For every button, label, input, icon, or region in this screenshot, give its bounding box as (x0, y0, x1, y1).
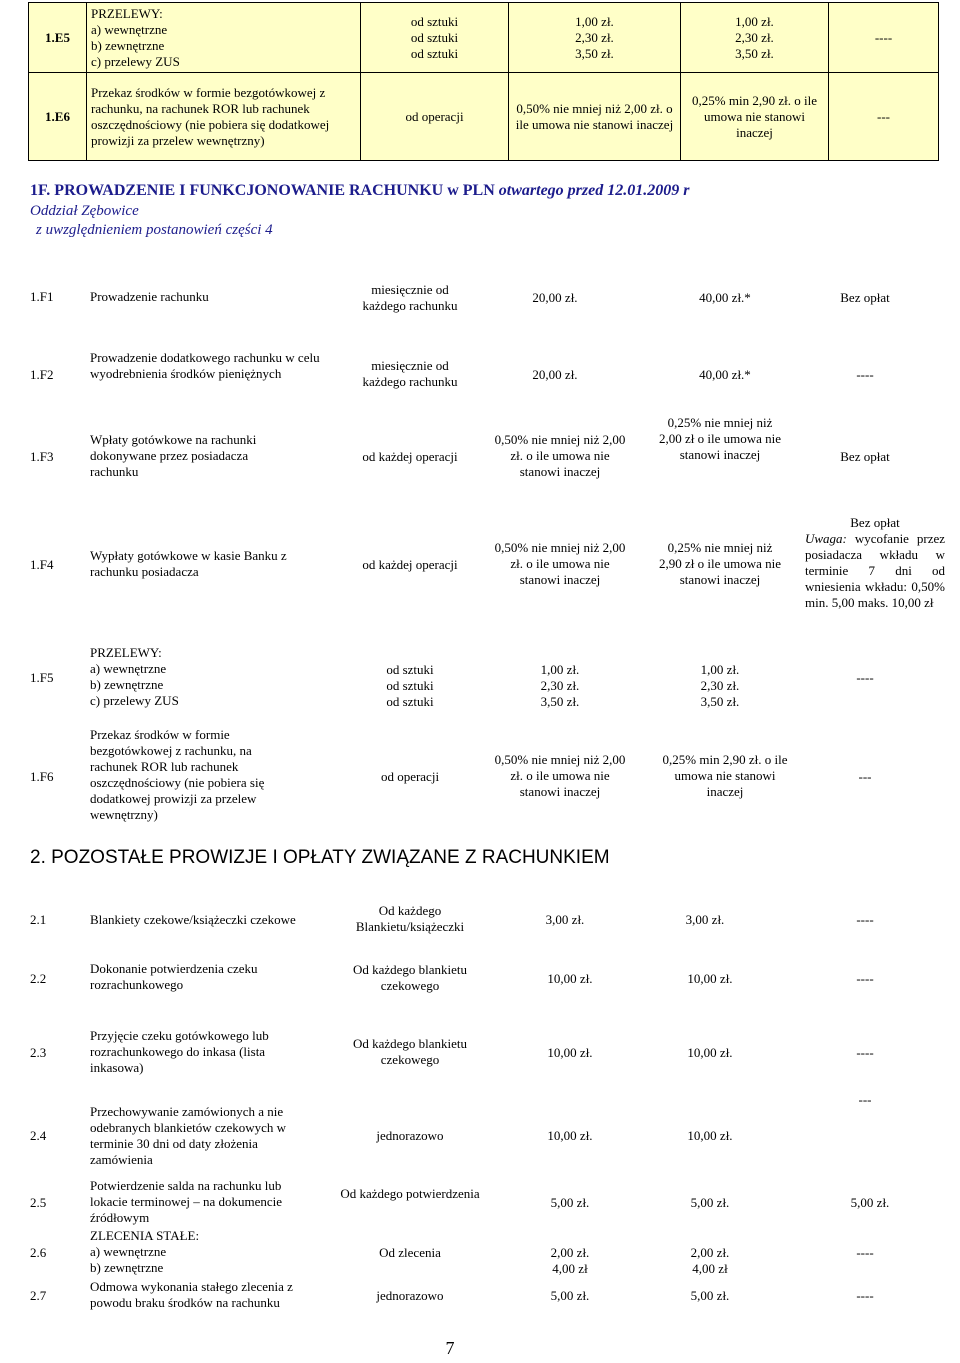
row-code: 2.4 (30, 1128, 47, 1143)
row-rate-1: 0,50% nie mniej niż 2,00 zł. o ile umowa nie stanowi inaczej (494, 540, 626, 587)
row-code: 1.F3 (30, 449, 54, 464)
row-description (87, 3, 361, 73)
row-rate-2: 40,00 zł.* (699, 367, 751, 382)
section-1f-header (30, 183, 689, 238)
section-2-title: 2. POZOSTAŁE PROWIZJE I OPŁATY ZWIĄZANE Z RACHUNKIEM (30, 847, 610, 868)
row-code: 2.5 (30, 1195, 47, 1210)
row-rate-3: 5,00 zł. (850, 1195, 890, 1210)
row-basis: jednorazowo (376, 1128, 444, 1143)
row-rate-3 (805, 515, 945, 611)
desc-heading: ZLECENIA STAŁE: (90, 1228, 200, 1243)
row-code: 2.6 (30, 1245, 47, 1260)
row-description: Potwierdzenie salda na rachunku lub lokacie terminowej – na dokumencie źródłowym (90, 1178, 283, 1225)
row-description: Odmowa wykonania stałego zlecenia z powodu braku środków na rachunku (90, 1279, 293, 1310)
desc-heading: PRZELEWY: (90, 645, 162, 660)
row-rate-1: 20,00 zł. (532, 290, 578, 305)
row-rate-3: ---- (856, 670, 874, 685)
row-rate-2: 5,00 zł. (690, 1195, 730, 1210)
row-basis: od operacji (361, 73, 509, 161)
row-basis: Od zlecenia (379, 1245, 441, 1260)
desc-lines: a) wewnętrzne b) zewnętrzne c) przelewy ZUS (90, 661, 179, 708)
row-code: 2.7 (30, 1288, 47, 1303)
row-basis: od każdej operacji (362, 557, 458, 572)
row-description: Wpłaty gotówkowe na rachunki dokonywane przez posiadacza rachunku (90, 432, 257, 479)
row-rate-1: 5,00 zł. (550, 1195, 590, 1210)
section-title (30, 183, 689, 199)
row-rate-2: 10,00 zł. (687, 971, 733, 986)
row-description: Blankiety czekowe/książeczki czekowe (90, 912, 296, 927)
row-code: 1.E5 (29, 3, 87, 73)
top-fee-table (28, 2, 939, 161)
row-rate-1: 2,00 zł. 4,00 zł (550, 1245, 590, 1276)
row-code: 1.F1 (30, 289, 54, 304)
row-rate-3: Bez opłat (840, 290, 890, 305)
row-rate-3: ---- (856, 1288, 874, 1303)
row-description: Przekaz środków w formie bezgotówkowej z rachunku, na rachunek ROR lub rachunek oszczędnościowy (nie pobiera się dodatkowej prowizji za przelew wewnętrzny) (87, 73, 361, 161)
row-rate-3: Bez opłat (840, 449, 890, 464)
section-subtitle-branch: Oddział Zębowice (30, 203, 139, 219)
row-basis: od sztuki od sztuki od sztuki (361, 3, 509, 73)
row-basis: Od każdego potwierdzenia (340, 1186, 480, 1201)
row-basis: od każdej operacji (362, 449, 458, 464)
row-rate-1: 5,00 zł. (550, 1288, 590, 1303)
row-rate-1: 1,00 zł. 2,30 zł. 3,50 zł. (540, 662, 580, 709)
row-basis: Od każdego blankietu czekowego (352, 1036, 468, 1067)
row-rate-2: 1,00 zł. 2,30 zł. 3,50 zł. (700, 662, 740, 709)
row-description: Wypłaty gotówkowe w kasie Banku z rachunku posiadacza (90, 548, 287, 579)
row-rate-1: 3,00 zł. (545, 912, 585, 927)
row-rate-1: 10,00 zł. (547, 1128, 593, 1143)
row-rate-2: 1,00 zł. 2,30 zł. 3,50 zł. (681, 3, 829, 73)
row-rate-2: 0,25% nie mniej niż 2,00 zł o ile umowa nie stanowi inaczej (658, 415, 782, 462)
note-label: Uwaga: (805, 531, 847, 546)
desc-lines: a) wewnętrzne b) zewnętrzne (90, 1244, 167, 1275)
row-rate-1: 20,00 zł. (532, 367, 578, 382)
row-rate-1: 0,50% nie mniej niż 2,00 zł. o ile umowa nie stanowi inaczej (509, 73, 681, 161)
row-description: Przekaz środków w formie bezgotówkowej z rachunku, na rachunek ROR lub rachunek oszczędnościowy (nie pobiera się dodatkowej prowizji za przelew wewnętrzny) (90, 727, 265, 822)
row-rate-2: 0,25% min 2,90 zł. o ile umowa nie stanowi inaczej (662, 752, 788, 799)
row-rate-1: 10,00 zł. (547, 1045, 593, 1060)
row-rate-3: ---- (856, 367, 874, 382)
note-text: wycofanie przez posiadacza wkładu w terminie 7 dni od wniesienia wkładu: 0,50% min. 5,00 maks. 10,00 zł (805, 531, 946, 610)
row-description: Przyjęcie czeku gotówkowego lub rozrachunkowego do inkasa (lista inkasowa) (90, 1028, 269, 1075)
row-description: Dokonanie potwierdzenia czeku rozrachunkowego (90, 961, 258, 992)
section-title-main: 1F. PROWADZENIE I FUNKCJONOWANIE RACHUNKU w PLN (30, 182, 495, 199)
desc-heading: PRZELEWY: (91, 5, 163, 21)
row-rate-2: 10,00 zł. (687, 1045, 733, 1060)
row-code: 1.F6 (30, 769, 54, 784)
row-basis: od sztuki od sztuki od sztuki (386, 662, 434, 709)
row-rate-1: 10,00 zł. (547, 971, 593, 986)
row-rate-1: 1,00 zł. 2,30 zł. 3,50 zł. (509, 3, 681, 73)
section-title-italic: otwartego przed 12.01.2009 r (498, 182, 690, 199)
row-basis: od operacji (380, 769, 440, 784)
desc-lines: a) wewnętrzne b) zewnętrzne c) przelewy ZUS (91, 21, 180, 69)
row-rate-2: 40,00 zł.* (699, 290, 751, 305)
row-description (90, 1228, 310, 1276)
row-rate-3: ---- (829, 3, 939, 73)
section-subtitle-note: z uwzględnieniem postanowień części 4 (36, 222, 273, 238)
row-rate-2: 2,00 zł. 4,00 zł (690, 1245, 730, 1276)
row-code: 1.F2 (30, 367, 54, 382)
row-rate-3: ---- (856, 1045, 874, 1060)
row-description: Prowadzenie rachunku (90, 289, 209, 304)
row-rate-2: 10,00 zł. (687, 1128, 733, 1143)
row-basis: Od każdego Blankietu/książeczki (355, 903, 465, 934)
page-number: 7 (445, 1338, 455, 1358)
row-rate-3: --- (858, 1092, 872, 1107)
row-rate-2: 5,00 zł. (690, 1288, 730, 1303)
row-basis: miesięcznie od każdego rachunku (362, 282, 458, 313)
row-basis: miesięcznie od każdego rachunku (362, 358, 458, 389)
row-description (90, 645, 320, 709)
rate-3-note (805, 531, 945, 611)
table-row (29, 3, 939, 73)
row-rate-1: 0,50% nie mniej niż 2,00 zł. o ile umowa nie stanowi inaczej (494, 752, 626, 799)
rate-3-heading: Bez opłat (850, 515, 900, 530)
row-rate-3: ---- (856, 971, 874, 986)
row-code: 1.E6 (29, 73, 87, 161)
row-code: 2.1 (30, 912, 47, 927)
row-rate-2: 0,25% nie mniej niż 2,90 zł o ile umowa nie stanowi inaczej (658, 540, 782, 587)
row-rate-2: 3,00 zł. (685, 912, 725, 927)
row-rate-3: --- (858, 769, 872, 784)
row-description: Przechowywanie zamówionych a nie odebranych blankietów czekowych w terminie 30 dni od daty złożenia zamówienia (90, 1104, 287, 1167)
row-code: 2.3 (30, 1045, 47, 1060)
row-rate-3: ---- (856, 912, 874, 927)
row-rate-3: ---- (856, 1245, 874, 1260)
row-rate-3: --- (829, 73, 939, 161)
row-rate-1: 0,50% nie mniej niż 2,00 zł. o ile umowa nie stanowi inaczej (494, 432, 626, 479)
row-basis: jednorazowo (376, 1288, 444, 1303)
row-rate-2: 0,25% min 2,90 zł. o ile umowa nie stanowi inaczej (681, 73, 829, 161)
row-code: 1.F4 (30, 557, 54, 572)
table-row (29, 73, 939, 161)
row-basis: Od każdego blankietu czekowego (352, 962, 468, 993)
row-code: 1.F5 (30, 670, 54, 685)
row-code: 2.2 (30, 971, 47, 986)
row-description: Prowadzenie dodatkowego rachunku w celu wyodrebnienia środków pieniężnych (90, 350, 320, 381)
